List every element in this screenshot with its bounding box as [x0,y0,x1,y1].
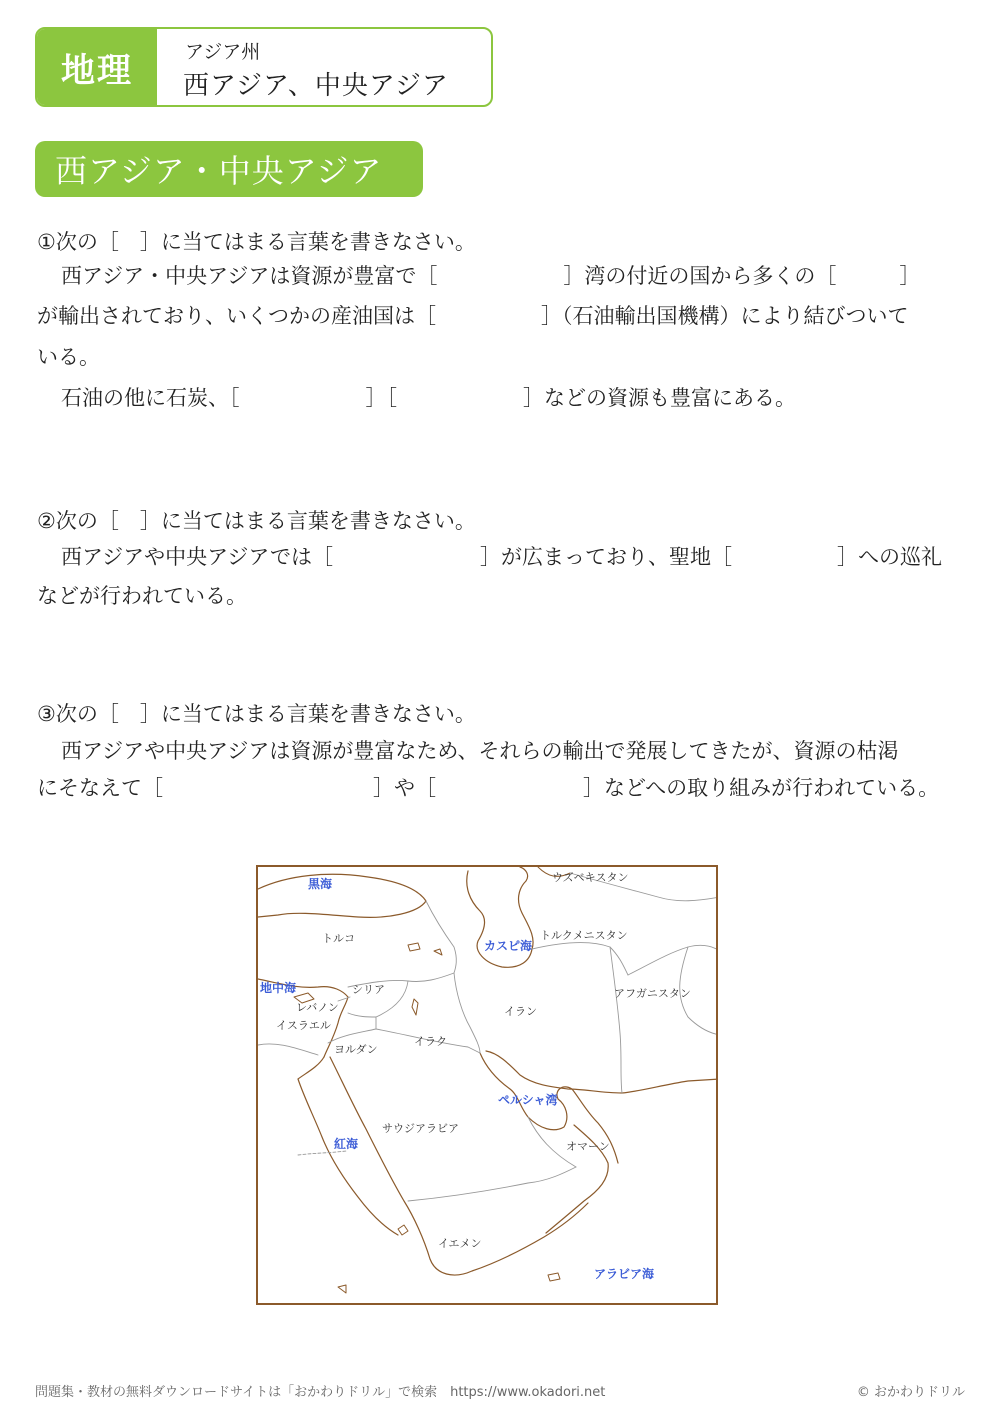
sea-label-persian-gulf: ペルシャ湾 [498,1093,558,1107]
question-3-prompt: ③次の［ ］に当てはまる言葉を書きなさい。 [37,702,476,726]
sea-label-black-sea: 黒海 [308,877,333,891]
country-label-turkmenistan: トルクメニスタン [540,929,628,942]
border-egypt [258,1044,318,1055]
question-2-line: などが行われている。 [37,584,247,608]
country-label-saudi-arabia: サウジアラビア [382,1122,459,1135]
border-iran-turkmenistan [532,943,628,975]
island [398,1225,408,1235]
border-iraq-iran [454,973,480,1053]
island [548,1273,560,1281]
border-syria-jordan [348,1013,376,1017]
island [338,1285,346,1293]
question-1-prompt: ①次の［ ］に当てはまる言葉を書きなさい。 [37,230,476,254]
black-sea-coast [258,874,426,917]
map-west-central-asia [256,865,718,1305]
question-3-line: にそなえて［ ］や［ ］などへの取り組みが行われている。 [37,776,940,800]
unit-label: アジア州 [185,41,261,63]
question-1-line: が輸出されており、いくつかの産油国は［ ］（石油輸出国機構）により結びついて [37,304,909,328]
island [412,999,418,1015]
country-label-turkey: トルコ [322,932,355,945]
island [434,949,442,955]
footer-copyright: © おかわりドリル [856,1385,965,1400]
country-label-iran: イラン [504,1005,537,1018]
country-label-afghanistan: アフガニスタン [614,987,691,1000]
country-label-jordan: ヨルダン [334,1043,378,1056]
question-3-line: 西アジアや中央アジアは資源が豊富なため、それらの輸出で発展してきたが、資源の枯渇 [61,739,899,763]
country-label-yemen: イエメン [438,1237,482,1250]
country-label-iraq: イラク [414,1035,447,1048]
iran-south-coast [486,1051,718,1093]
topic-title: 西アジア、中央アジア [183,71,449,101]
sea-label-arabian-sea: アラビア海 [594,1267,655,1281]
country-label-syria: シリア [352,983,385,996]
question-1-line: 西アジア・中央アジアは資源が豊富で［ ］湾の付近の国から多くの［ ］ [61,264,921,288]
country-label-uzbekistan: ウズベキスタン [552,871,629,884]
section-banner: 西アジア・中央アジア [35,141,423,197]
footer-site-note: 問題集・教材の無料ダウンロードサイトは「おかわりドリル」で検索 https://www.okadori.net [35,1385,606,1400]
sea-label-mediterranean: 地中海 [260,981,297,995]
country-label-lebanon: レバノン [296,1001,339,1014]
country-label-oman: オマーン [566,1140,610,1153]
question-2-prompt: ②次の［ ］に当てはまる言葉を書きなさい。 [37,509,476,533]
subject-tab: 地理 [37,29,157,105]
question-1-line: 石油の他に石炭、［ ］［ ］などの資源も豊富にある。 [61,386,796,410]
sea-label-red-sea: 紅海 [334,1137,359,1151]
worksheet-header [35,27,493,107]
border-turkmenistan-afghanistan [628,945,718,975]
border-lebanon [338,997,350,1001]
border-turkey-iran [426,901,456,973]
question-2-line: 西アジアや中央アジアでは［ ］が広まっており、聖地［ ］への巡礼 [61,545,942,569]
country-label-israel: イスラエル [276,1019,331,1032]
border-saudi-yemen [408,1167,576,1201]
island [408,943,420,951]
sea-label-caspian-sea: カスピ海 [484,939,533,953]
question-1-line: いる。 [37,345,100,369]
border-iran-afghanistan [610,947,622,1093]
